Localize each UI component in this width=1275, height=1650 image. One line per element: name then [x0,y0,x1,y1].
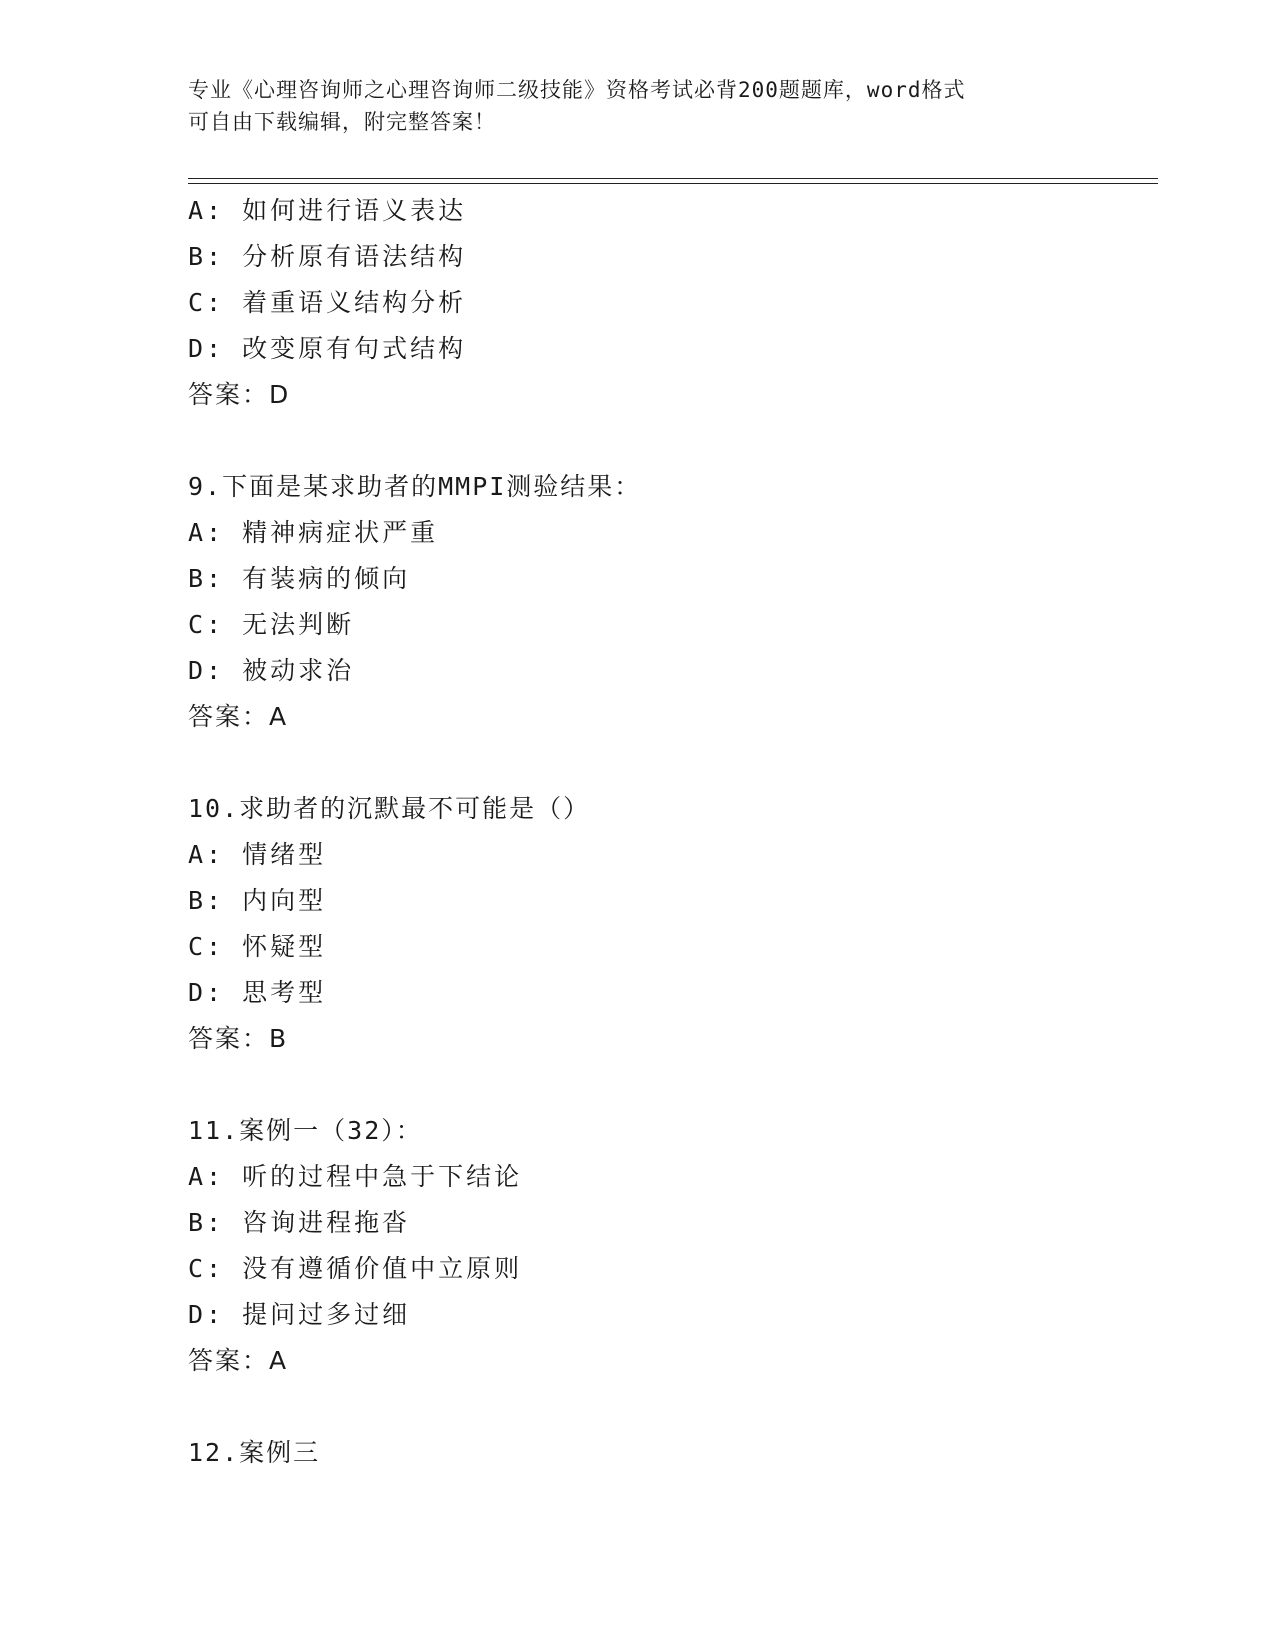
answer-line: 答案：A [188,702,289,731]
answer-line: 答案：B [188,1024,289,1053]
option-d: D: 思考型 [188,978,327,1007]
spacer [188,1384,1168,1430]
answer-line: 答案：D [188,380,291,409]
question-block-10 [188,786,1168,1062]
question-text: 10.求助者的沉默最不可能是（） [188,794,591,823]
option-a: A: 如何进行语义表达 [188,196,467,225]
question-text: 11.案例一（32）： [188,1116,423,1145]
spacer [188,740,1168,786]
question-block-9 [188,464,1168,740]
header-divider-top [188,178,1158,179]
option-c: C: 着重语义结构分析 [188,288,467,317]
header-line-2: 可自由下载编辑，附完整答案！ [188,110,496,134]
spacer [188,1062,1168,1108]
option-b: B: 分析原有语法结构 [188,242,467,271]
option-b: B: 内向型 [188,886,327,915]
option-a: A: 情绪型 [188,840,327,869]
answer-line: 答案：A [188,1346,289,1375]
option-b: B: 咨询进程拖沓 [188,1208,411,1237]
option-c: C: 怀疑型 [188,932,327,961]
question-block-12 [188,1430,1168,1476]
option-b: B: 有装病的倾向 [188,564,411,593]
question-list [188,188,1168,1476]
question-text: 9.下面是某求助者的MMPI测验结果： [188,472,642,501]
spacer [188,418,1168,464]
option-d: D: 提问过多过细 [188,1300,411,1329]
option-d: D: 改变原有句式结构 [188,334,467,363]
option-d: D: 被动求治 [188,656,355,685]
question-block-11 [188,1108,1168,1384]
option-c: C: 无法判断 [188,610,355,639]
option-a: A: 精神病症状严重 [188,518,439,547]
question-block-continued [188,188,1168,418]
header-line-1: 专业《心理咨询师之心理咨询师二级技能》资格考试必背200题题库，word格式 [188,78,966,102]
question-text: 12.案例三 [188,1438,321,1467]
header-divider-bottom [188,183,1158,184]
option-a: A: 听的过程中急于下结论 [188,1162,523,1191]
option-c: C: 没有遵循价值中立原则 [188,1254,523,1283]
document-header [188,74,1088,138]
